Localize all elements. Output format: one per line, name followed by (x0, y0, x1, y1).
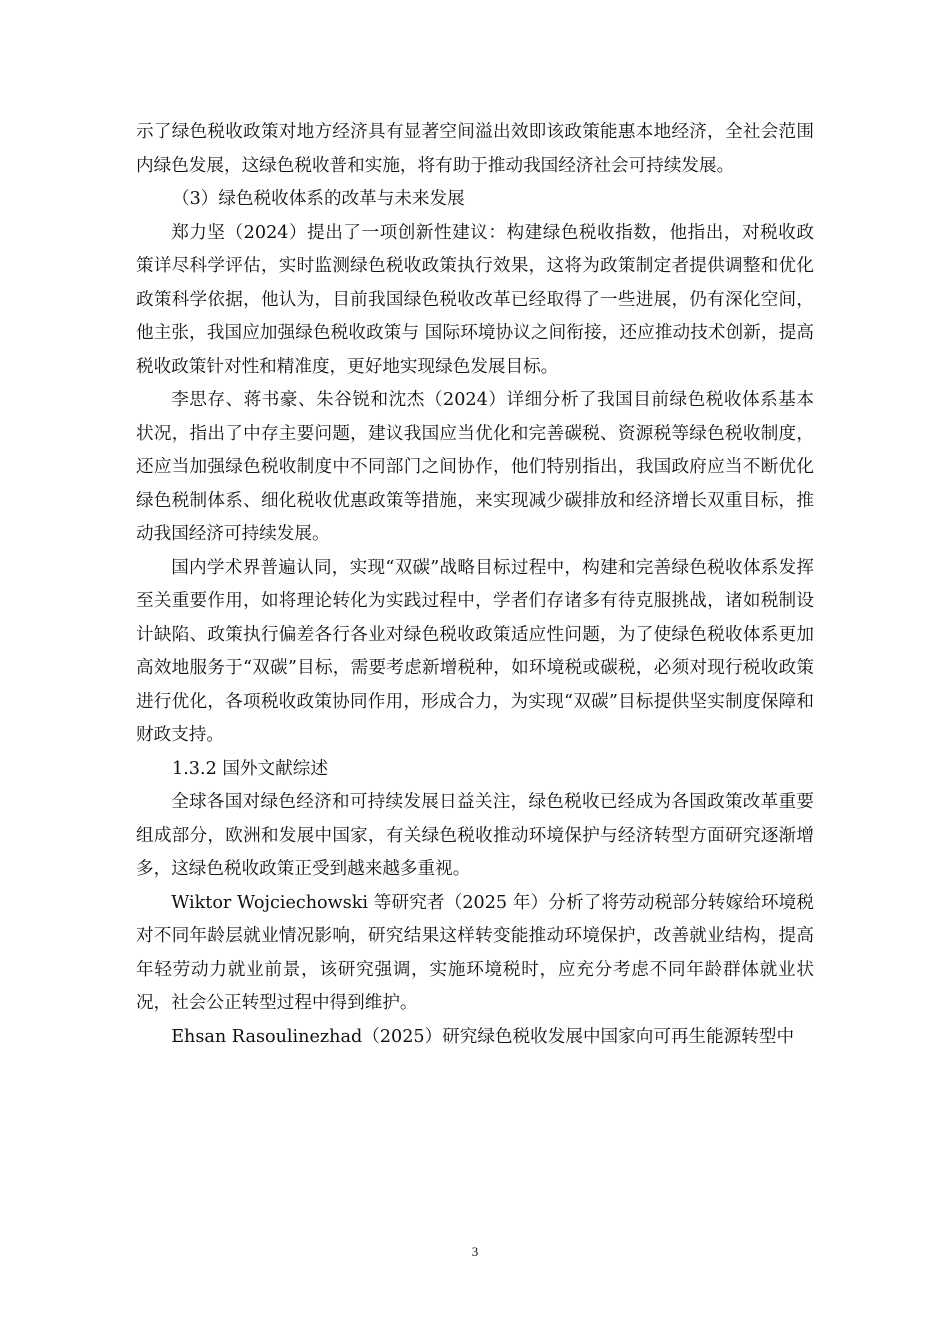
document-body (136, 116, 814, 1054)
page-number: 3 (471, 1244, 479, 1259)
paragraph-wojciechowski: Wiktor Wojciechowski 等研究者（2025 年）分析了将劳动税部分转嫁给环境税对不同年龄层就业情况影响，研究结果这样转变能推动环境保护，改善就业结构，提高年轻劳动力就业前景，该研究强调，实施环境税时，应充分考虑不同年龄群体就业状况，社会公正转型过程中得到维护。 (136, 892, 814, 1013)
paragraph-global-attention: 全球各国对绿色经济和可持续发展日益关注，绿色税收已经成为各国政策改革重要组成部分，欧洲和发展中国家，有关绿色税收推动环境保护与经济转型方面研究逐渐增多，这绿色税收政策正受到越来越多重视。 (136, 792, 814, 879)
paragraph-rasoulinezhad: Ehsan Rasoulinezhad（2025）研究绿色税收发展中国家向可再生能源转型中 (171, 1026, 795, 1047)
section-heading-foreign-literature: 1.3.2 国外文献综述 (172, 758, 328, 779)
paragraph-zheng-lijian: 郑力坚（2024）提出了一项创新性建议：构建绿色税收指数，他指出，对税收政策详尽科学评估，实时监测绿色税收政策执行效果，这将为政策制定者提供调整和优化政策科学依据，他认为，目前我国绿色税收改革已经取得了一些进展，仍有深化空间，他主张，我国应加强绿色税收政策与 国际环境协议之间衔接，还应推动技术创新，提高税收政策针对性和精准度，更好地实现绿色发展目标。 (136, 222, 814, 377)
paragraph-li-sicun: 李思存、蒋书豪、朱谷锐和沈杰（2024）详细分析了我国目前绿色税收体系基本状况，指出了中存主要问题，建议我国应当优化和完善碳税、资源税等绿色税收制度，还应当加强绿色税收制度中不同部门之间协作，他们特别指出，我国政府应当不断优化绿色税制体系、细化税收优惠政策等措施，来实现减少碳排放和经济增长双重目标，推动我国经济可持续发展。 (136, 390, 814, 544)
paragraph-continuation: 示了绿色税收政策对地方经济具有显著空间溢出效即该政策能惠本地经济，全社会范围内绿色发展，这绿色税收普和实施，将有助于推动我国经济社会可持续发展。 (136, 122, 814, 176)
paragraph-domestic-consensus: 国内学术界普遍认同，实现“双碳”战略目标过程中，构建和完善绿色税收体系发挥至关重要作用，如将理论转化为实践过程中，学者们存诸多有待克服挑战，诸如税制设计缺陷、政策执行偏差各行各业对绿色税收政策适应性问题，为了使绿色税收体系更加高效地服务于“双碳”目标，需要考虑新增税种，如环境税或碳税，必须对现行税收政策进行优化，各项税收政策协同作用，形成合力，为实现“双碳”目标提供坚实制度保障和财政支持。 (136, 557, 814, 745)
subheading-green-tax-reform: （3）绿色税收体系的改革与未来发展 (172, 189, 465, 209)
